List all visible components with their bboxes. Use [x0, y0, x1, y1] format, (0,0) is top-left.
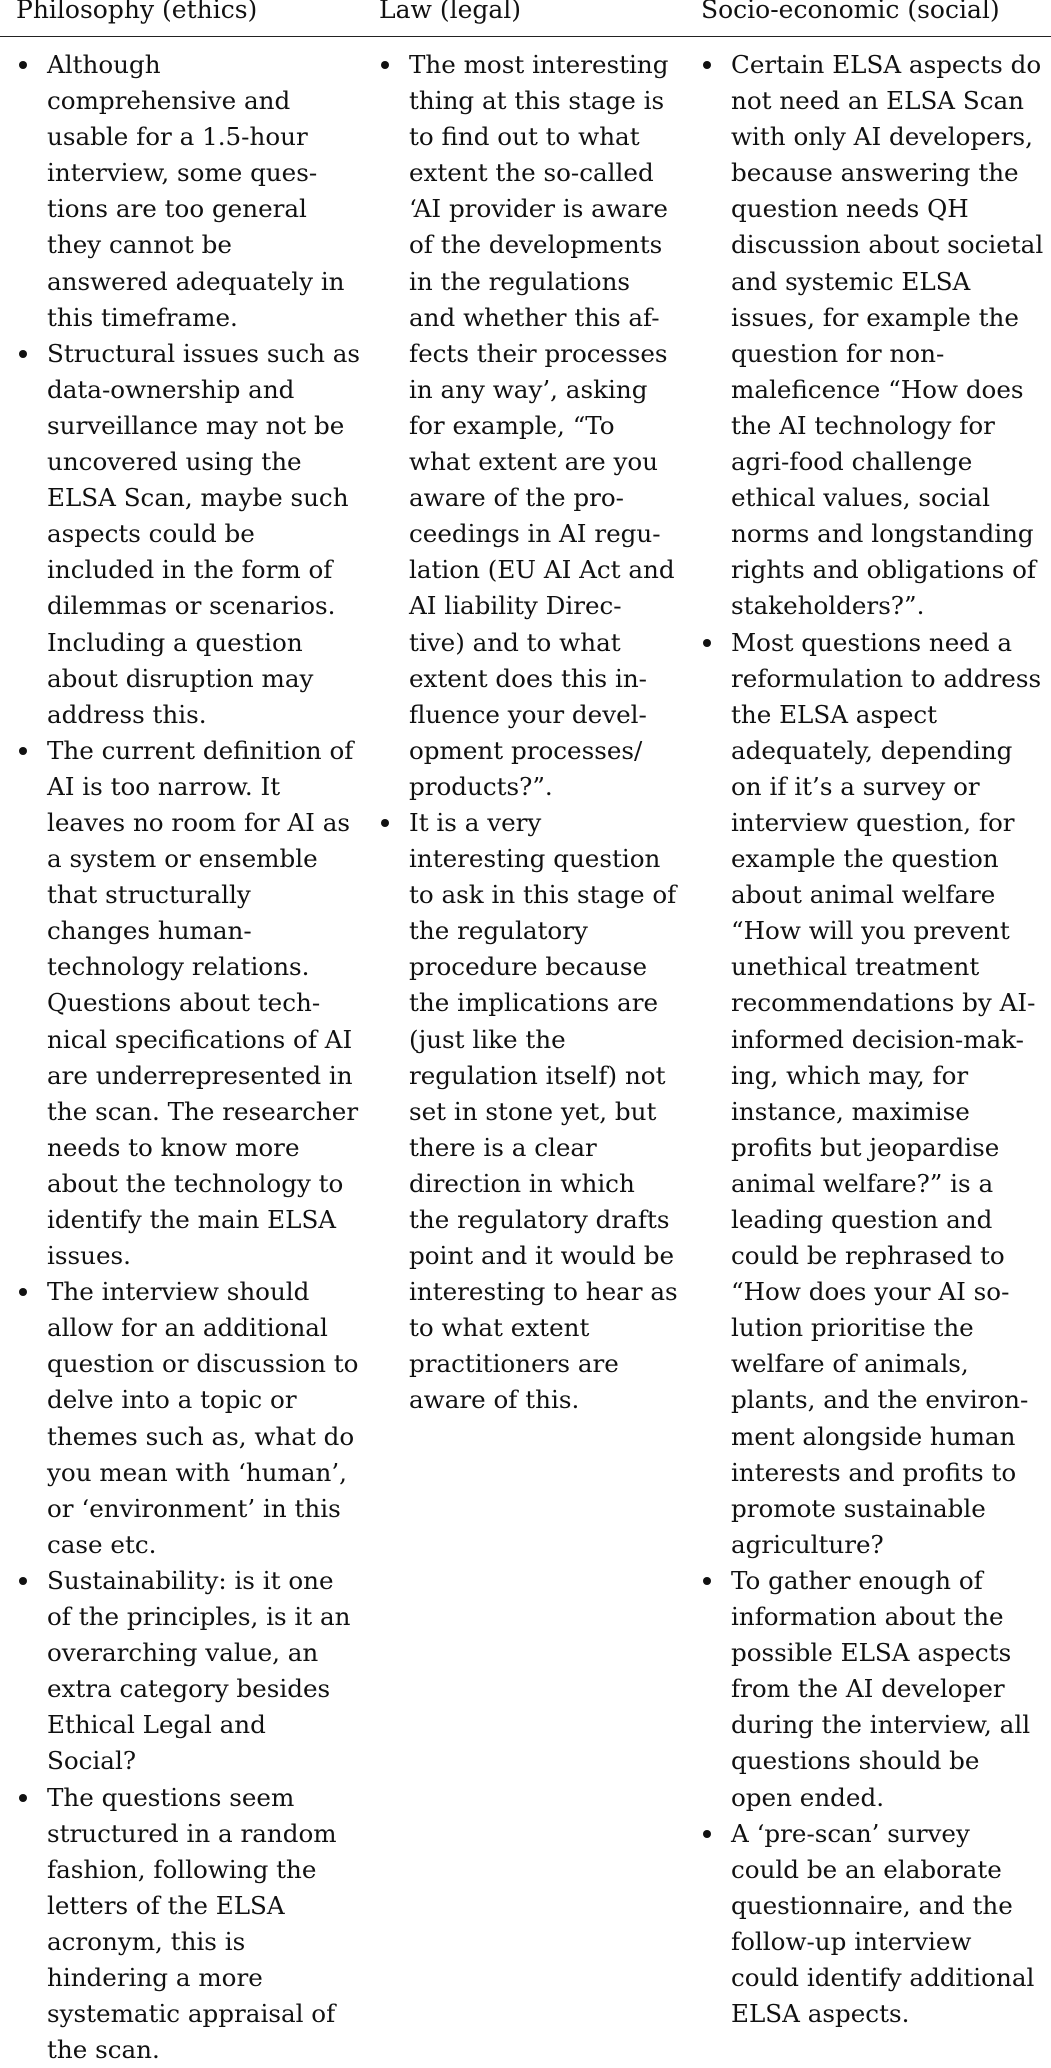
text-line: of the principles, is it an — [47, 1599, 356, 1635]
text-line: leading question and — [731, 1202, 1040, 1238]
text-line: on if it’s a survey or — [731, 769, 1040, 805]
text-line: could be an elaborate — [731, 1852, 1040, 1888]
list-item — [700, 47, 1040, 625]
text-line: “How will you prevent — [731, 913, 1040, 949]
text-line: are underrepresented in — [47, 1058, 356, 1094]
text-line: fashion, following the — [47, 1852, 356, 1888]
text-line: stakeholders?”. — [731, 588, 1040, 624]
text-line: changes human- — [47, 913, 356, 949]
text-line: that structurally — [47, 877, 356, 913]
text-line: direction in which — [409, 1166, 678, 1202]
text-line: Questions about tech- — [47, 985, 356, 1021]
text-line: tions are too general — [47, 191, 356, 227]
text-line: question needs QH — [731, 191, 1040, 227]
text-line: the scan. The researcher — [47, 1094, 356, 1130]
text-line: The interview should — [47, 1274, 356, 1310]
text-line: to what extent — [409, 1310, 678, 1346]
text-line: follow-up interview — [731, 1924, 1040, 1960]
text-line: address this. — [47, 697, 356, 733]
text-line: or ‘environment’ in this — [47, 1491, 356, 1527]
text-line: letters of the ELSA — [47, 1888, 356, 1924]
text-line: question or discussion to — [47, 1346, 356, 1382]
text-line: tive) and to what — [409, 625, 678, 661]
text-line: in the regulations — [409, 264, 678, 300]
text-line: and whether this af- — [409, 300, 678, 336]
social-list — [700, 47, 1040, 2032]
text-line: products?”. — [409, 769, 678, 805]
bullet-icon — [19, 747, 27, 755]
text-line: ‘AI provider is aware — [409, 191, 678, 227]
list-item — [16, 1274, 356, 1563]
text-line: The most interesting — [409, 47, 678, 83]
text-line: issues. — [47, 1238, 356, 1274]
column-social — [700, 47, 1040, 2032]
elsa-feedback-table — [0, 0, 1051, 37]
text-line: set in stone yet, but — [409, 1094, 678, 1130]
text-line: interesting to hear as — [409, 1274, 678, 1310]
text-line: profits but jeopardise — [731, 1130, 1040, 1166]
text-line: “How does your AI so- — [731, 1274, 1040, 1310]
text-line: to ask in this stage of — [409, 877, 678, 913]
list-item — [700, 1816, 1040, 2033]
text-line: ing, which may, for — [731, 1058, 1040, 1094]
text-line: adequately, depending — [731, 733, 1040, 769]
text-line: questions should be — [731, 1743, 1040, 1779]
text-line: the regulatory drafts — [409, 1202, 678, 1238]
text-line: included in the form of — [47, 552, 356, 588]
text-line: the AI technology for — [731, 408, 1040, 444]
text-line: not need an ELSA Scan — [731, 83, 1040, 119]
bullet-icon — [703, 639, 711, 647]
text-line: Most questions need a — [731, 625, 1040, 661]
text-line: the scan. — [47, 2032, 356, 2068]
text-line: Although — [47, 47, 356, 83]
text-line: aspects could be — [47, 516, 356, 552]
list-item — [16, 733, 356, 1274]
text-line: could be rephrased to — [731, 1238, 1040, 1274]
text-line: question for non- — [731, 336, 1040, 372]
header-philosophy: Philosophy (ethics) — [16, 0, 257, 25]
bullet-icon — [703, 1830, 711, 1838]
text-line: possible ELSA aspects — [731, 1635, 1040, 1671]
text-line: Certain ELSA aspects do — [731, 47, 1040, 83]
text-line: identify the main ELSA — [47, 1202, 356, 1238]
text-line: Including a question — [47, 625, 356, 661]
text-line: opment processes/ — [409, 733, 678, 769]
law-list — [378, 47, 678, 1419]
header-law: Law (legal) — [379, 0, 521, 25]
text-line: systematic appraisal of — [47, 1996, 356, 2032]
text-line: the ELSA aspect — [731, 697, 1040, 733]
header-social: Socio-economic (social) — [701, 0, 1000, 25]
text-line: they cannot be — [47, 227, 356, 263]
text-line: about animal welfare — [731, 877, 1040, 913]
text-line: fects their processes — [409, 336, 678, 372]
text-line: To gather enough of — [731, 1563, 1040, 1599]
text-line: acronym, this is — [47, 1924, 356, 1960]
text-line: regulation itself) not — [409, 1058, 678, 1094]
text-line: with only AI developers, — [731, 119, 1040, 155]
text-line: themes such as, what do — [47, 1419, 356, 1455]
text-line: point and it would be — [409, 1238, 678, 1274]
bullet-icon — [19, 1577, 27, 1585]
text-line: answered adequately in — [47, 264, 356, 300]
text-line: hindering a more — [47, 1960, 356, 1996]
text-line: The questions seem — [47, 1780, 356, 1816]
text-line: reformulation to address — [731, 661, 1040, 697]
list-item — [16, 336, 356, 733]
text-line: structured in a random — [47, 1816, 356, 1852]
text-line: informed decision-mak- — [731, 1022, 1040, 1058]
text-line: thing at this stage is — [409, 83, 678, 119]
text-line: from the AI developer — [731, 1671, 1040, 1707]
text-line: questionnaire, and the — [731, 1888, 1040, 1924]
text-line: needs to know more — [47, 1130, 356, 1166]
text-line: and systemic ELSA — [731, 264, 1040, 300]
text-line: procedure because — [409, 949, 678, 985]
text-line: for example, “To — [409, 408, 678, 444]
text-line: during the interview, all — [731, 1707, 1040, 1743]
bullet-icon — [19, 1794, 27, 1802]
text-line: The current definition of — [47, 733, 356, 769]
text-line: ceedings in AI regu- — [409, 516, 678, 552]
text-line: dilemmas or scenarios. — [47, 588, 356, 624]
text-line: about the technology to — [47, 1166, 356, 1202]
text-line: surveillance may not be — [47, 408, 356, 444]
text-line: extra category besides — [47, 1671, 356, 1707]
bullet-icon — [703, 1577, 711, 1585]
text-line: ELSA Scan, maybe such — [47, 480, 356, 516]
philosophy-list — [16, 47, 356, 2068]
text-line: the implications are — [409, 985, 678, 1021]
text-line: because answering the — [731, 155, 1040, 191]
text-line: Sustainability: is it one — [47, 1563, 356, 1599]
text-line: recommendations by AI- — [731, 985, 1040, 1021]
text-line: (just like the — [409, 1022, 678, 1058]
text-line: AI is too narrow. It — [47, 769, 356, 805]
text-line: agri-food challenge — [731, 444, 1040, 480]
text-line: extent the so-called — [409, 155, 678, 191]
text-line: AI liability Direc- — [409, 588, 678, 624]
text-line: interests and profits to — [731, 1455, 1040, 1491]
text-line: practitioners are — [409, 1346, 678, 1382]
text-line: norms and longstanding — [731, 516, 1040, 552]
text-line: delve into a topic or — [47, 1382, 356, 1418]
list-item — [16, 1780, 356, 2068]
text-line: It is a very — [409, 805, 678, 841]
text-line: could identify additional — [731, 1960, 1040, 1996]
bullet-icon — [381, 61, 389, 69]
text-line: interesting question — [409, 841, 678, 877]
list-item — [378, 47, 678, 805]
text-line: lation (EU AI Act and — [409, 552, 678, 588]
column-philosophy — [16, 47, 356, 2068]
text-line: issues, for example the — [731, 300, 1040, 336]
text-line: interview, some ques- — [47, 155, 356, 191]
text-line: open ended. — [731, 1780, 1040, 1816]
text-line: information about the — [731, 1599, 1040, 1635]
table-header-row — [0, 0, 1051, 37]
text-line: example the question — [731, 841, 1040, 877]
text-line: A ‘pre-scan’ survey — [731, 1816, 1040, 1852]
bullet-icon — [703, 61, 711, 69]
text-line: animal welfare?” is a — [731, 1166, 1040, 1202]
text-line: fluence your devel- — [409, 697, 678, 733]
text-line: overarching value, an — [47, 1635, 356, 1671]
text-line: ment alongside human — [731, 1419, 1040, 1455]
text-line: this timeframe. — [47, 300, 356, 336]
text-line: Social? — [47, 1743, 356, 1779]
list-item — [700, 625, 1040, 1563]
text-line: extent does this in- — [409, 661, 678, 697]
text-line: the regulatory — [409, 913, 678, 949]
text-line: ELSA aspects. — [731, 1996, 1040, 2032]
text-line: of the developments — [409, 227, 678, 263]
list-item — [378, 805, 678, 1419]
bullet-icon — [19, 1288, 27, 1296]
text-line: there is a clear — [409, 1130, 678, 1166]
text-line: usable for a 1.5-hour — [47, 119, 356, 155]
text-line: case etc. — [47, 1527, 356, 1563]
text-line: unethical treatment — [731, 949, 1040, 985]
list-item — [700, 1563, 1040, 1816]
text-line: aware of this. — [409, 1382, 678, 1418]
text-line: about disruption may — [47, 661, 356, 697]
text-line: technology relations. — [47, 949, 356, 985]
text-line: promote sustainable — [731, 1491, 1040, 1527]
text-line: plants, and the environ- — [731, 1382, 1040, 1418]
text-line: interview question, for — [731, 805, 1040, 841]
text-line: nical specifications of AI — [47, 1022, 356, 1058]
list-item — [16, 47, 356, 336]
text-line: discussion about societal — [731, 227, 1040, 263]
bullet-icon — [19, 350, 27, 358]
column-law — [378, 47, 678, 1419]
list-item — [16, 1563, 356, 1780]
text-line: a system or ensemble — [47, 841, 356, 877]
text-line: in any way’, asking — [409, 372, 678, 408]
text-line: rights and obligations of — [731, 552, 1040, 588]
text-line: uncovered using the — [47, 444, 356, 480]
bullet-icon — [19, 61, 27, 69]
text-line: welfare of animals, — [731, 1346, 1040, 1382]
text-line: comprehensive and — [47, 83, 356, 119]
text-line: lution prioritise the — [731, 1310, 1040, 1346]
bullet-icon — [381, 819, 389, 827]
text-line: Ethical Legal and — [47, 1707, 356, 1743]
text-line: ethical values, social — [731, 480, 1040, 516]
text-line: allow for an additional — [47, 1310, 356, 1346]
text-line: you mean with ‘human’, — [47, 1455, 356, 1491]
text-line: instance, maximise — [731, 1094, 1040, 1130]
text-line: aware of the pro- — [409, 480, 678, 516]
text-line: maleficence “How does — [731, 372, 1040, 408]
text-line: leaves no room for AI as — [47, 805, 356, 841]
text-line: data-ownership and — [47, 372, 356, 408]
text-line: what extent are you — [409, 444, 678, 480]
text-line: agriculture? — [731, 1527, 1040, 1563]
text-line: to find out to what — [409, 119, 678, 155]
text-line: Structural issues such as — [47, 336, 356, 372]
